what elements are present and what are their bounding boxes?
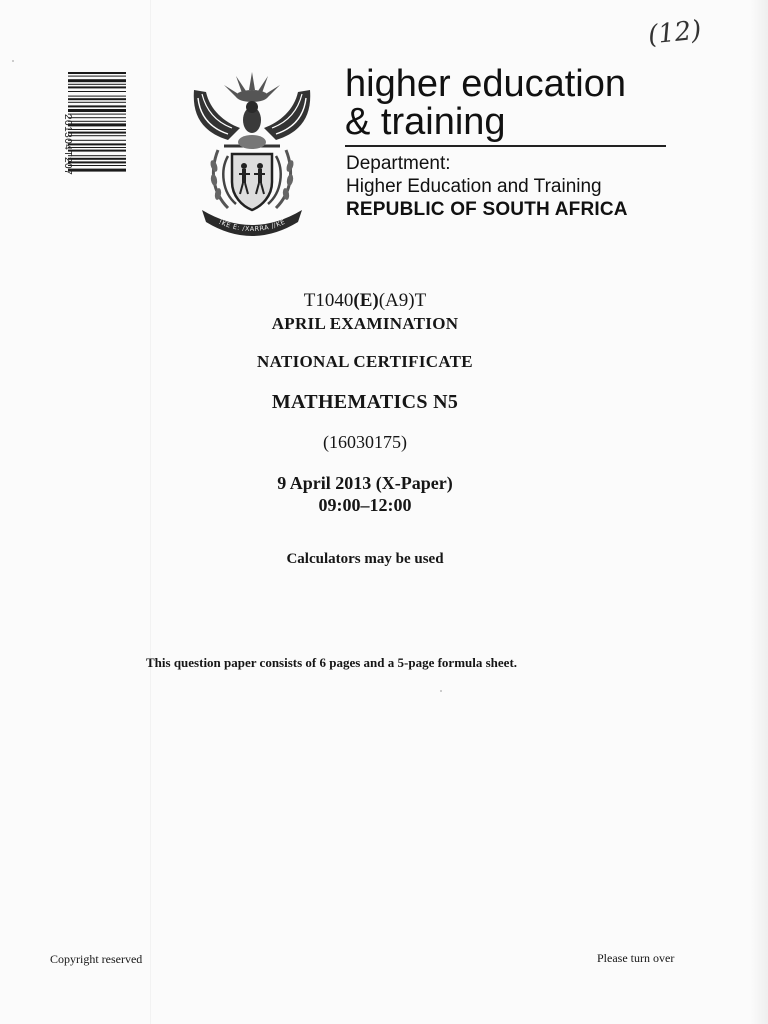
footer-turn-over: Please turn over <box>597 951 675 965</box>
certificate-title: NATIONAL CERTIFICATE <box>257 352 473 371</box>
barcode-icon <box>68 72 126 214</box>
department-label: Department: <box>346 153 451 174</box>
subject-title: MATHEMATICS N5 <box>271 391 459 413</box>
paper-code-language: (E) <box>353 290 379 311</box>
department-country: REPUBLIC OF SOUTH AFRICA <box>346 199 628 220</box>
brand-title-line2: & training <box>345 101 506 143</box>
barcode-number: 201304T207 <box>62 114 73 176</box>
brand-title-line1: higher education <box>345 63 626 105</box>
scan-speck <box>440 690 442 692</box>
paper-code-prefix: T1040 <box>303 290 354 311</box>
paper-code <box>130 290 600 312</box>
handwritten-page-mark: (12) <box>646 15 703 51</box>
calculator-notice: Calculators may be used <box>286 551 444 567</box>
page-edge-shadow <box>750 0 768 1024</box>
page-count-note: This question paper consists of 6 pages and a 5-page formula sheet. <box>146 655 518 670</box>
brand-divider <box>345 145 666 147</box>
paper-code-suffix: (A9)T <box>378 290 427 311</box>
svg-text:!KE E: /XARRA //KE: !KE E: /XARRA //KE <box>217 217 287 234</box>
exam-date: 9 April 2013 (X-Paper) <box>277 473 453 493</box>
exam-session: APRIL EXAMINATION <box>271 314 459 333</box>
footer-copyright: Copyright reserved <box>50 952 143 966</box>
coat-of-arms-icon <box>188 70 316 236</box>
subject-code: (16030175) <box>323 432 407 452</box>
department-name: Higher Education and Training <box>346 176 602 197</box>
scan-speck <box>12 60 14 62</box>
exam-time: 09:00–12:00 <box>318 495 412 515</box>
